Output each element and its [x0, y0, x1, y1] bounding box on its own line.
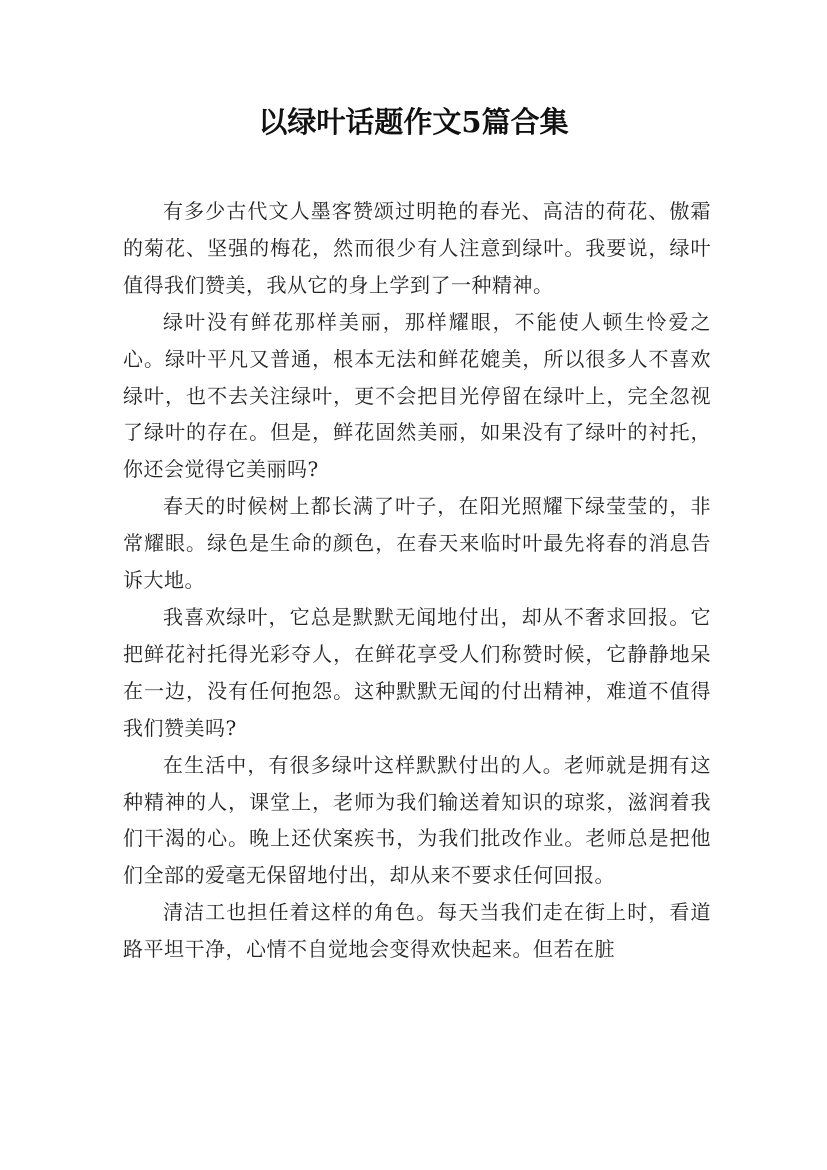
document-body — [123, 193, 711, 968]
paragraph-1: 有多少古代文人墨客赞颂过明艳的春光、高洁的荷花、傲霜的菊花、坚强的梅花，然而很少有人注意到绿叶。我要说，绿叶值得我们赞美，我从它的身上学到了一种精神。 — [123, 199, 711, 297]
paragraph-2: 绿叶没有鲜花那样美丽，那样耀眼，不能使人顿生怜爱之心。绿叶平凡又普通，根本无法和鲜花媲美，所以很多人不喜欢绿叶，也不去关注绿叶，更不会把目光停留在绿叶上，完全忽视了绿叶的存在。但是，鲜花固然美丽，如果没有了绿叶的衬托，你还会觉得它美丽吗? — [123, 309, 711, 482]
paragraph-3: 春天的时候树上都长满了叶子，在阳光照耀下绿莹莹的，非常耀眼。绿色是生命的颜色，在春天来临时叶最先将春的消息告诉大地。 — [123, 494, 711, 593]
document-title: 以绿叶话题作文5篇合集 — [258, 105, 569, 139]
paragraph-4: 我喜欢绿叶，它总是默默无闻地付出，却从不奢求回报。它把鲜花衬托得光彩夺人，在鲜花享受人们称赞时候，它静静地呆在一边，没有任何抱怨。这种默默无闻的付出精神，难道不值得我们赞美吗? — [123, 604, 711, 740]
paragraph-5: 在生活中，有很多绿叶这样默默付出的人。老师就是拥有这种精神的人，课堂上，老师为我们输送着知识的琼浆，滋润着我们干渴的心。晚上还伏案疾书，为我们批改作业。老师总是把他们全部的爱毫无保留地付出，却从来不要求任何回报。 — [123, 752, 711, 888]
paragraph-6: 清洁工也担任着这样的角色。每天当我们走在街上时，看道路平坦干净，心情不自觉地会变得欢快起来。但若在脏 — [123, 900, 711, 962]
